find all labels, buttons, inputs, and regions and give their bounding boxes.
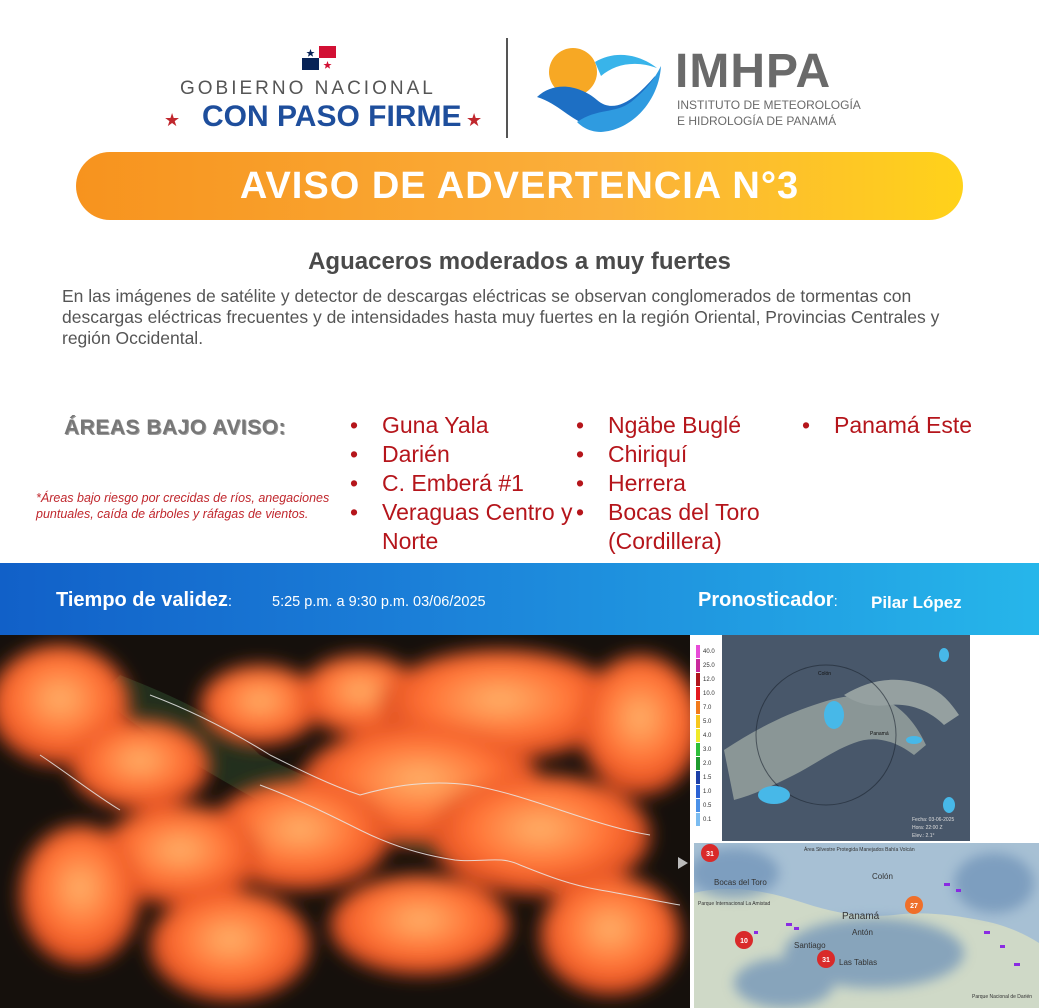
headline: Aguaceros moderados a muy fuertes <box>308 248 731 275</box>
gobierno-logo <box>164 40 490 140</box>
radar-scale-label: 7.0 <box>703 705 712 711</box>
area-item: • Veraguas Centro y Norte <box>350 498 580 556</box>
map-label-la-amistad: Parque Internacional La Amistad <box>698 901 771 907</box>
imhpa-title: IMHPA <box>675 45 832 98</box>
radar-scale-swatch <box>696 701 700 714</box>
radar-scale-swatch <box>696 729 700 742</box>
lightning-map <box>694 843 1039 1008</box>
map-label-panama: Panamá <box>842 911 880 922</box>
areas-column-3 <box>802 411 1032 440</box>
radar-scale-label: 0.5 <box>703 803 712 809</box>
radar-scale-label: 3.0 <box>703 747 712 753</box>
star-left-icon: ★ <box>164 110 181 130</box>
radar-side-blank <box>970 635 1039 841</box>
radar-scale-swatch <box>696 771 700 784</box>
description: En las imágenes de satélite y detector de descargas eléctricas se observan conglomerados de tormentas con descargas eléctricas frecuentes y de intensidades hasta muy fuertes en la región Oriental, Provincias Centrales y región Occidental. <box>62 286 940 348</box>
imhpa-subtitle-1: INSTITUTO DE METEOROLOGÍA <box>677 98 861 112</box>
radar-image <box>694 635 970 841</box>
star-right-icon: ★ <box>466 110 483 130</box>
area-item: • Guna Yala <box>350 411 580 440</box>
warning-banner <box>76 152 963 220</box>
radar-scale-label: 1.0 <box>703 789 712 795</box>
radar-scale-swatch <box>696 757 700 770</box>
area-item: • Panamá Este <box>802 411 1032 440</box>
radar-scale-label: 25.0 <box>703 663 715 669</box>
lightning-badge: 31 <box>706 851 714 858</box>
lightning-badge: 10 <box>740 938 748 945</box>
area-item: • Chiriquí <box>576 440 806 469</box>
radar-scale-swatch <box>696 799 700 812</box>
gov-line1: GOBIERNO NACIONAL <box>180 78 436 99</box>
area-item: • Bocas del Toro (Cordillera) <box>576 498 806 556</box>
radar-scale-label: 2.0 <box>703 761 712 767</box>
validity-band <box>0 563 1039 635</box>
radar-label-colon: Colón <box>818 671 832 677</box>
map-label-santiago: Santiago <box>794 941 826 950</box>
satellite-image <box>0 635 690 1008</box>
forecaster-name: Pilar López <box>871 593 962 612</box>
header-divider <box>506 38 508 138</box>
areas-column-1 <box>350 411 580 556</box>
areas-column-2 <box>576 411 806 556</box>
radar-scale-swatch <box>696 785 700 798</box>
imhpa-emblem-icon <box>535 42 665 137</box>
areas-label: ÁREAS BAJO AVISO: <box>64 416 287 439</box>
forecaster-label: Pronosticador: <box>698 589 838 611</box>
map-label-area-protegida: Área Silvestre Protegida Manejados Bahía Volcán <box>804 847 915 853</box>
radar-scale-swatch <box>696 743 700 756</box>
gov-line2: CON PASO FIRME <box>202 100 462 133</box>
map-label-anton: Antón <box>852 928 873 937</box>
lightning-badge: 31 <box>822 957 830 964</box>
map-label-colon: Colón <box>872 872 893 881</box>
radar-scale-label: 40.0 <box>703 649 715 655</box>
area-item: • C. Emberá #1 <box>350 469 580 498</box>
radar-scale-label: 1.5 <box>703 775 712 781</box>
radar-info-elev: Elev.: 2.1° <box>912 833 935 839</box>
radar-scale-label: 12.0 <box>703 677 715 683</box>
area-item: • Herrera <box>576 469 806 498</box>
radar-info-date: Fecha: 03-06-2025 <box>912 817 955 823</box>
imhpa-subtitle-2: E HIDROLOGÍA DE PANAMÁ <box>677 114 837 128</box>
radar-scale-swatch <box>696 715 700 728</box>
radar-scale-swatch <box>696 659 700 672</box>
area-item: • Ngäbe Buglé <box>576 411 806 440</box>
radar-info-time: Hora: 22:00 Z <box>912 825 943 831</box>
radar-scale-swatch <box>696 673 700 686</box>
radar-scale-label: 5.0 <box>703 719 712 725</box>
area-item: • Darién <box>350 440 580 469</box>
radar-scale-label: 10.0 <box>703 691 715 697</box>
radar-scale-label: 0.1 <box>703 817 712 823</box>
radar-scale-swatch <box>696 813 700 826</box>
panama-flag-icon <box>302 46 336 70</box>
map-label-lastablas: Las Tablas <box>839 958 878 967</box>
imhpa-logo <box>535 42 865 142</box>
radar-scale-label: 4.0 <box>703 733 712 739</box>
radar-scale-swatch <box>696 645 700 658</box>
warning-title: AVISO DE ADVERTENCIA N°3 <box>239 164 800 207</box>
validity-value: 5:25 p.m. a 9:30 p.m. 03/06/2025 <box>272 594 486 610</box>
map-label-bocas: Bocas del Toro <box>714 878 767 887</box>
validity-label: Tiempo de validez: <box>56 589 233 611</box>
lightning-badge: 27 <box>910 903 918 910</box>
radar-scale-swatch <box>696 687 700 700</box>
map-label-darien: Parque Nacional de Darién <box>972 994 1033 1000</box>
radar-label-panama: Panamá <box>870 731 889 737</box>
risk-note: *Áreas bajo riesgo por crecidas de ríos, anegaciones puntuales, caída de árboles y ráfagas de vientos. <box>36 491 330 521</box>
